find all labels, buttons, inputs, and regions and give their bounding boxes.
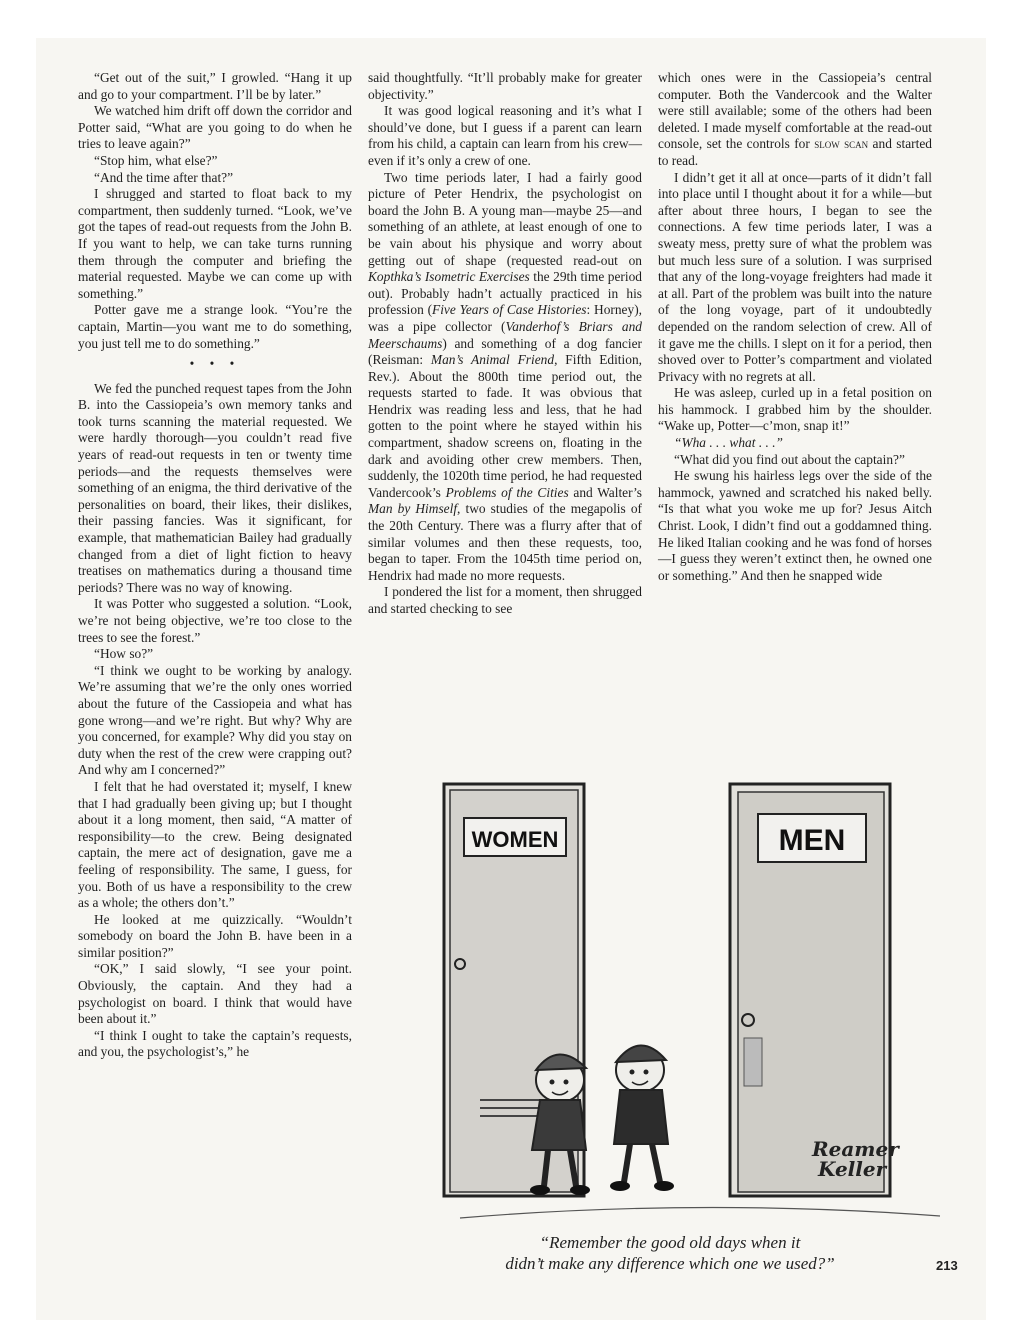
text-run: , two studies of the megapolis of the 20th Century. There was a flurry after that of similar volumes and then these requests, too, began to taper. From the 1045th time period on, Hendrix had made no more requests. xyxy=(368,501,642,583)
book-title: Man’s Animal Friend xyxy=(430,352,555,368)
paragraph: said thoughtfully. “It’ll probably make for greater objectivity.” xyxy=(368,70,642,102)
paragraph: I didn’t get it all at once—parts of it didn’t fall into place until I thought about it for a while—but after about three hours, I began to see the connections. A few time periods later, I was a sweaty mess, pretty sure of what the problem was but much less sure of a solution. I was surprised that any of the long-voyage freighters had made it at all. Part of the problem was built into the nature of the long voyage, part of it undoubtedly depended on the random selection of crew. All of it gave me the chills. I slept on it for a period, then shoved over to Potter’s compartment and violated Privacy with no regrets at all. xyxy=(658,169,932,384)
book-title: Man by Himself xyxy=(368,501,458,517)
paragraph: “Get out of the suit,” I growled. “Hang it up and go to your compartment. I’ll be by later.” xyxy=(78,70,352,102)
paragraph: He looked at me quizzically. “Wouldn’t somebody on board the John B. have been in a similar position?” xyxy=(78,911,352,960)
paragraph xyxy=(658,70,932,170)
small-caps-text: slow scan xyxy=(814,136,869,152)
paragraph: He swung his hairless legs over the side of the hammock, yawned and scratched his naked belly. “Is that what you woke me up for? Jesus Aitch Christ. Look, I didn’t find out a goddamned thing. He liked Italian cooking and he was fond of horses—I guess they weren’t extinct then, he owned one or something.” And then he snapped wide xyxy=(658,468,932,583)
paragraph: Potter gave me a strange look. “You’re the captain, Martin—you want me to do something, you just tell me to do something.” xyxy=(78,302,352,351)
paragraph: I felt that he had overstated it; myself, I knew that I had gradually been giving up; but I thought about it a long moment, then said, “A matter of responsibility—to the crew. Being designated captain, the mere act of designation, gave me a feeling of responsibility. The same, I guess, for you. Both of us have a responsibility to the crew as a whole; the others don’t.” xyxy=(78,778,352,911)
paragraph: “OK,” I said slowly, “I see your point. Obviously, the captain. And they had a psychologist on board. I think that would have been about it.” xyxy=(78,961,352,1027)
door-sign-men: MEN xyxy=(778,824,846,857)
paragraph: “How so?” xyxy=(94,646,154,662)
paragraph: “I think I ought to take the captain’s requests, and you, the psychologist’s,” he xyxy=(78,1027,352,1060)
paragraph: “I think we ought to be working by analogy. We’re assuming that we’re the only ones worried about the future of the Cassiopeia and what has gone wrong—and we’re right. But why? Why are you concerned, for example? Why did you stay on duty when the rest of the crew were crapping out? And why am I concerned?” xyxy=(78,662,352,778)
text-run: Two time periods later, I had a fairly good picture of Peter Hendrix, the psychologist on board the John B. A young man—maybe 25—and something of an athlete, at least enough of one to be vain about his physique and worry about getting out of shape (requested read-out on xyxy=(368,169,642,268)
text-column-1 xyxy=(78,70,352,1061)
paragraph: “Stop him, what else?” xyxy=(94,152,218,168)
cartoon-caption xyxy=(440,1232,900,1274)
text-run: ) and something of a dog fancier (Reisman: xyxy=(368,335,642,368)
text-run: and started to read. xyxy=(658,136,932,168)
paragraph: “What did you find out about the captain?” xyxy=(674,451,905,467)
text-column-2 xyxy=(368,70,642,618)
caption-line: didn’t make any difference which one we used?” xyxy=(505,1254,835,1273)
door-sign-women: WOMEN xyxy=(471,827,559,852)
paragraph xyxy=(368,170,642,585)
dialogue: “Wha . . . what . . .” xyxy=(674,435,784,451)
book-title: Vanderhof’s Briars and Meerschaums xyxy=(368,318,642,351)
book-title: Kopthka’s Isometric Exercises xyxy=(368,269,530,285)
paragraph: I shrugged and started to float back to my compartment, then suddenly turned. “Look, we’ve got the tapes of read-out requests from the John B. If you want to help, we can take turns running them through the computer and briefing the material requested. Maybe we can come up with something.” xyxy=(78,186,352,301)
text-run: and Walter’s xyxy=(568,484,643,500)
book-title: Problems of the Cities xyxy=(445,484,569,500)
text-run: : Horney), was a pipe collector ( xyxy=(368,302,642,334)
paragraph: We fed the punched request tapes from the John B. into the Cassiopeia’s own memory tanks and took turns scanning the material requested. We were hardly thorough—you couldn’t read five years of read-out requests in ten or twenty time periods—and the requests themselves were something of an enigma, the third derivative of the personalities on board, their likes, their dislikes, their passing fancies. Was it significant, for example, that mathematician Bailey had gradually changed from a diet of light fiction to heavy treatises on mathematics during a thousand time periods? There was no way of knowing. xyxy=(78,380,352,595)
floor-line xyxy=(460,1207,940,1218)
paragraph: “And the time after that?” xyxy=(94,169,234,185)
artist-signature: Reamer xyxy=(812,1137,899,1161)
paragraph: It was good logical reasoning and it’s what I should’ve done, but I guess if a parent can learn from his child, a captain can learn from his crew—even if it’s only a crew of one. xyxy=(368,103,642,168)
paragraph: He was asleep, curled up in a fetal position on his hammock. I grabbed him by the shoulder. “Wake up, Potter—c’mon, snap it!” xyxy=(658,385,932,434)
text-run: which ones were in the Cassiopeia’s central computer. Both the Vandercook and the Walter were still available; some of the others had been deleted. I made myself comfortable at the read-out console, set the controls for xyxy=(658,70,932,152)
text-run: the 29th time period out). Probably hadn’t actually practiced in his profession ( xyxy=(368,269,642,318)
text-run: , Fifth Edition, Rev.). About the 800th time period out, the requests started to fade. It was obvious that Hendrix was reading less and less, that he had gotten to the point where he stayed within his compartment, shadow screens on, floating in the dark and avoiding other crew members. Then, suddenly, the 1020th time period, he had requested Vandercook’s xyxy=(368,352,642,500)
cartoon-illustration xyxy=(440,778,960,1228)
page-number: 213 xyxy=(936,1258,958,1273)
artist-signature: Keller xyxy=(818,1157,887,1181)
paragraph: I pondered the list for a moment, then shrugged and started checking to see xyxy=(368,584,642,616)
book-title: Five Years of Case Histories xyxy=(432,302,587,318)
paragraph xyxy=(658,435,932,452)
door-men xyxy=(730,784,890,1196)
text-column-3 xyxy=(658,70,932,584)
cartoon-boy-right xyxy=(610,1045,674,1191)
section-break: • • • xyxy=(189,356,241,372)
paragraph: We watched him drift off down the corridor and Potter said, “What are you going to do when he tries to leave again?” xyxy=(78,103,352,152)
paragraph: It was Potter who suggested a solution. “Look, we’re not being objective, we’re too close to the trees to see the forest.” xyxy=(78,596,352,645)
caption-line: “Remember the good old days when it xyxy=(539,1233,801,1252)
